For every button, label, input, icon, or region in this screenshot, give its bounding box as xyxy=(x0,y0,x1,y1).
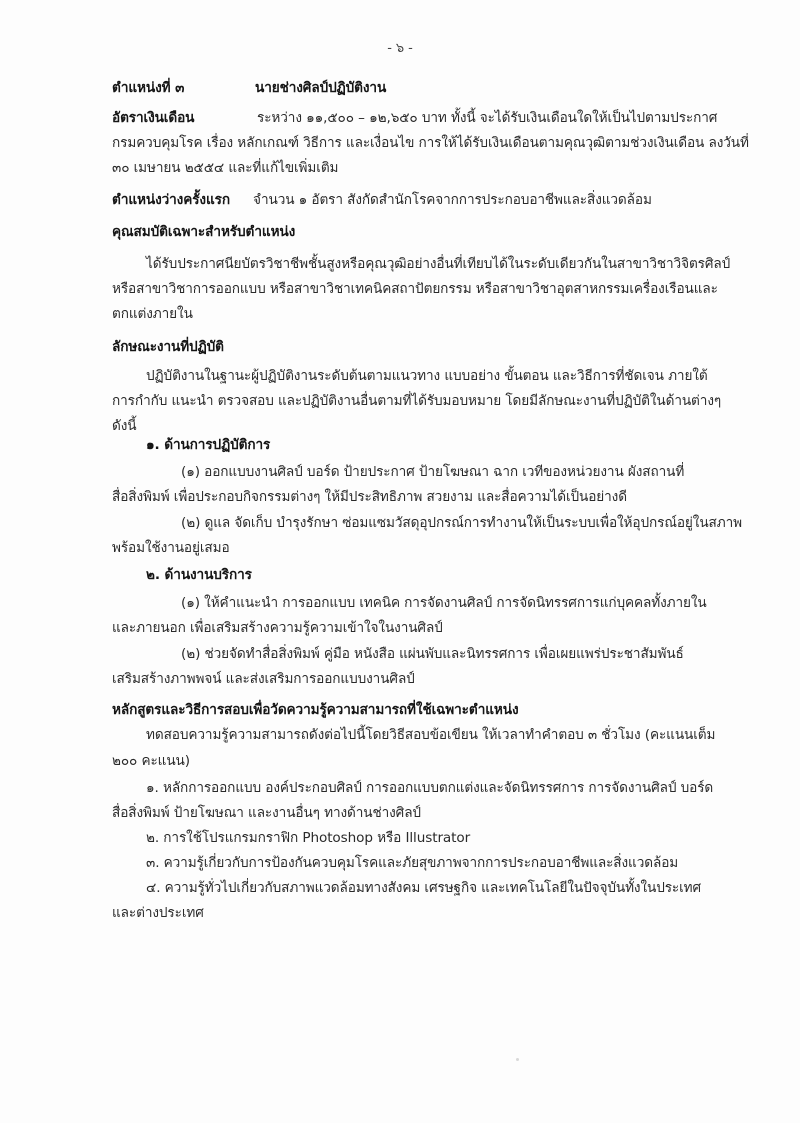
exam-item: สื่อสิ่งพิมพ์ ป้ายโฆษณา และงานอื่นๆ ทางด้านช่างศิลป์ xyxy=(112,805,421,821)
vacancy-label: ตำแหน่งว่างครั้งแรก xyxy=(112,192,230,208)
qualifications-line: ตกแต่งภายใน xyxy=(112,306,193,322)
section-services-line: และภายนอก เพื่อเสริมสร้างความรู้ความเข้าใจในงานศิลป์ xyxy=(112,620,443,636)
section-services-line: (๒) ช่วยจัดทำสื่อสิ่งพิมพ์ คู่มือ หนังสือ แผ่นพับและนิทรรศการ เพื่อเผยแพร่ประชาสัมพันธ์ xyxy=(181,646,684,662)
position-title: นายช่างศิลป์ปฏิบัติงาน xyxy=(255,80,387,96)
section-operations-line: (๒) ดูแล จัดเก็บ บำรุงรักษา ซ่อมแซมวัสดุอุปกรณ์การทำงานให้เป็นระบบเพื่อให้อุปกรณ์อยู่ในสภาพ xyxy=(181,515,742,531)
exam-item: ๑. หลักการออกแบบ องค์ประกอบศิลป์ การออกแบบตกแต่งและจัดนิทรรศการ การจัดงานศิลป์ บอร์ด xyxy=(146,780,714,796)
salary-text-line: ระหว่าง ๑๑,๕๐๐ – ๑๒,๖๕๐ บาท ทั้งนี้ จะได้รับเงินเดือนใดให้เป็นไปตามประกาศ xyxy=(257,110,718,126)
page-number: - ๖ - xyxy=(387,41,413,56)
exam-intro-line: ๒๐๐ คะแนน) xyxy=(112,753,190,769)
section-operations-line: พร้อมใช้งานอยู่เสมอ xyxy=(112,540,230,556)
salary-text-line: ๓๐ เมษายน ๒๕๕๔ และที่แก้ไขเพิ่มเติม xyxy=(112,160,339,176)
scan-speck xyxy=(516,1058,519,1061)
qualifications-line: ได้รับประกาศนียบัตรวิชาชีพชั้นสูงหรือคุณวุฒิอย่างอื่นที่เทียบได้ในระดับเดียวกันในสาขาวิชาวิจิตรศิลป์ xyxy=(146,256,731,272)
exam-intro-line: ทดสอบความรู้ความสามารถดังต่อไปนี้โดยวิธีสอบข้อเขียน ให้เวลาทำคำตอบ ๓ ชั่วโมง (คะแนนเต็ม xyxy=(146,727,716,743)
section-services-line: เสริมสร้างภาพพจน์ และส่งเสริมการออกแบบงานศิลป์ xyxy=(112,671,415,687)
exam-heading: หลักสูตรและวิธีการสอบเพื่อวัดความรู้ความสามารถที่ใช้เฉพาะตำแหน่ง xyxy=(112,702,519,718)
exam-item: ๔. ความรู้ทั่วไปเกี่ยวกับสภาพแวดล้อมทางสังคม เศรษฐกิจ และเทคโนโลยีในปัจจุบันทั้งในประเทศ xyxy=(146,880,702,896)
exam-item: และต่างประเทศ xyxy=(112,905,204,921)
job-nature-line: ปฏิบัติงานในฐานะผู้ปฏิบัติงานระดับต้นตามแนวทาง แบบอย่าง ขั้นตอน และวิธีการที่ชัดเจน ภายใต้ xyxy=(146,368,708,384)
position-label: ตำแหน่งที่ ๓ xyxy=(112,80,185,96)
job-nature-heading: ลักษณะงานที่ปฏิบัติ xyxy=(112,339,224,355)
section-services-line: (๑) ให้คำแนะนำ การออกแบบ เทคนิค การจัดงานศิลป์ การจัดนิทรรศการแก่บุคคลทั้งภายใน xyxy=(181,595,707,611)
exam-item: ๓. ความรู้เกี่ยวกับการป้องกันควบคุมโรคและภัยสุขภาพจากการประกอบอาชีพและสิ่งแวดล้อม xyxy=(146,855,679,871)
qualifications-heading: คุณสมบัติเฉพาะสำหรับตำแหน่ง xyxy=(112,224,296,240)
qualifications-line: หรือสาขาวิชาการออกแบบ หรือสาขาวิชาเทคนิคสถาปัตยกรรม หรือสาขาวิชาอุตสาหกรรมเครื่องเรือนและ xyxy=(112,281,718,297)
salary-label: อัตราเงินเดือน xyxy=(112,110,195,126)
section-operations-line: สื่อสิ่งพิมพ์ เพื่อประกอบกิจกรรมต่างๆ ให้มีประสิทธิภาพ สวยงาม และสื่อความได้เป็นอย่างดี xyxy=(112,489,627,505)
salary-text-line: กรมควบคุมโรค เรื่อง หลักเกณฑ์ วิธีการ และเงื่อนไข การให้ได้รับเงินเดือนตามคุณวุฒิตามช่วงเงินเดือน ลงวันที่ xyxy=(112,135,749,151)
section-operations-line: (๑) ออกแบบงานศิลป์ บอร์ด ป้ายประกาศ ป้ายโฆษณา ฉาก เวทีของหน่วยงาน ผังสถานที่ xyxy=(181,464,685,480)
section-services-title: ๒. ด้านงานบริการ xyxy=(146,567,252,583)
vacancy-text: จำนวน ๑ อัตรา สังกัดสำนักโรคจากการประกอบอาชีพและสิ่งแวดล้อม xyxy=(253,192,652,208)
job-nature-line: การกำกับ แนะนำ ตรวจสอบ และปฏิบัติงานอื่นตามที่ได้รับมอบหมาย โดยมีลักษณะงานที่ปฏิบัติในด้านต่างๆ xyxy=(112,393,722,409)
exam-item: ๒. การใช้โปรแกรมกราฟิก Photoshop หรือ Illustrator xyxy=(146,830,471,846)
section-operations-title: ๑. ด้านการปฏิบัติการ xyxy=(146,437,271,453)
job-nature-line: ดังนี้ xyxy=(112,418,137,434)
